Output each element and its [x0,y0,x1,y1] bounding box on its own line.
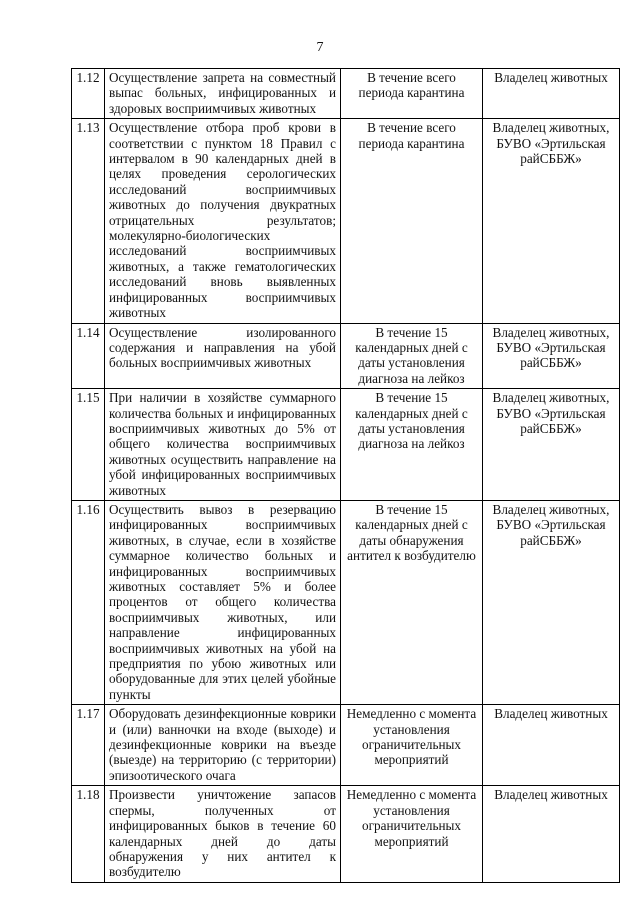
responsible-cell: Владелец животных, БУВО «Эртильская райСББЖ» [483,323,620,389]
table-row [72,500,620,704]
responsible-cell: Владелец животных, БУВО «Эртильская райСББЖ» [483,119,620,323]
item-number: 1.18 [72,786,105,882]
action-cell: Осуществление изолированного содержания и направления на убой больных восприимчивых животных [105,323,341,389]
term-cell: Немедленно с момента установления ограничительных мероприятий [341,705,483,786]
term-cell: Немедленно с момента установления ограничительных мероприятий [341,786,483,882]
table-row [72,323,620,389]
action-cell: Осуществить вывоз в резервацию инфицированных восприимчивых животных, в случае, если в хозяйстве суммарное количество больных и инфицированных восприимчивых животных составляет 5% и более процентов от общего количества восприимчивых животных, или направление инфицированных восприимчивых животных на убой на предприятия по убою животных или оборудованные для этих целей убойные пункты [105,500,341,704]
table-row [72,119,620,323]
action-cell: Осуществление отбора проб крови в соответствии с пунктом 18 Правил с интервалом в 90 календарных дней в целях проведения серологических исследований восприимчивых животных до получения двукратных отрицательных результатов; молекулярно-биологических исследований восприимчивых животных, а также гематологических исследований вновь выявленных инфицированных восприимчивых животных [105,119,341,323]
term-cell: В течение всего периода карантина [341,119,483,323]
page-number: 7 [316,40,324,55]
table-row [72,69,620,119]
action-cell: Оборудовать дезинфекционные коврики и (или) ванночки на входе (выходе) и дезинфекционные коврики на въезде (выезде) на территорию (с территории) эпизоотического очага [105,705,341,786]
item-number: 1.17 [72,705,105,786]
table-row [72,705,620,786]
item-number: 1.14 [72,323,105,389]
table-row [72,786,620,882]
term-cell: В течение 15 календарных дней с даты установления диагноза на лейкоз [341,323,483,389]
action-cell: Осуществление запрета на совместный выпас больных, инфицированных и здоровых восприимчивых животных [105,69,341,119]
term-cell: В течение 15 календарных дней с даты обнаружения антител к возбудителю [341,500,483,704]
action-cell: При наличии в хозяйстве суммарного количества больных и инфицированных восприимчивых животных до 5% от общего количества восприимчивых животных осуществить направление на убой инфицированных восприимчивых животных [105,389,341,501]
table-row [72,389,620,501]
item-number: 1.12 [72,69,105,119]
item-number: 1.16 [72,500,105,704]
responsible-cell: Владелец животных [483,786,620,882]
action-cell: Произвести уничтожение запасов спермы, полученных от инфицированных быков в течение 60 календарных дней до даты обнаружения у них антител к возбудителю [105,786,341,882]
responsible-cell: Владелец животных [483,69,620,119]
term-cell: В течение 15 календарных дней с даты установления диагноза на лейкоз [341,389,483,501]
term-cell: В течение всего периода карантина [341,69,483,119]
responsible-cell: Владелец животных, БУВО «Эртильская райСББЖ» [483,389,620,501]
item-number: 1.13 [72,119,105,323]
responsible-cell: Владелец животных, БУВО «Эртильская райСББЖ» [483,500,620,704]
measures-table [71,68,620,883]
item-number: 1.15 [72,389,105,501]
responsible-cell: Владелец животных [483,705,620,786]
